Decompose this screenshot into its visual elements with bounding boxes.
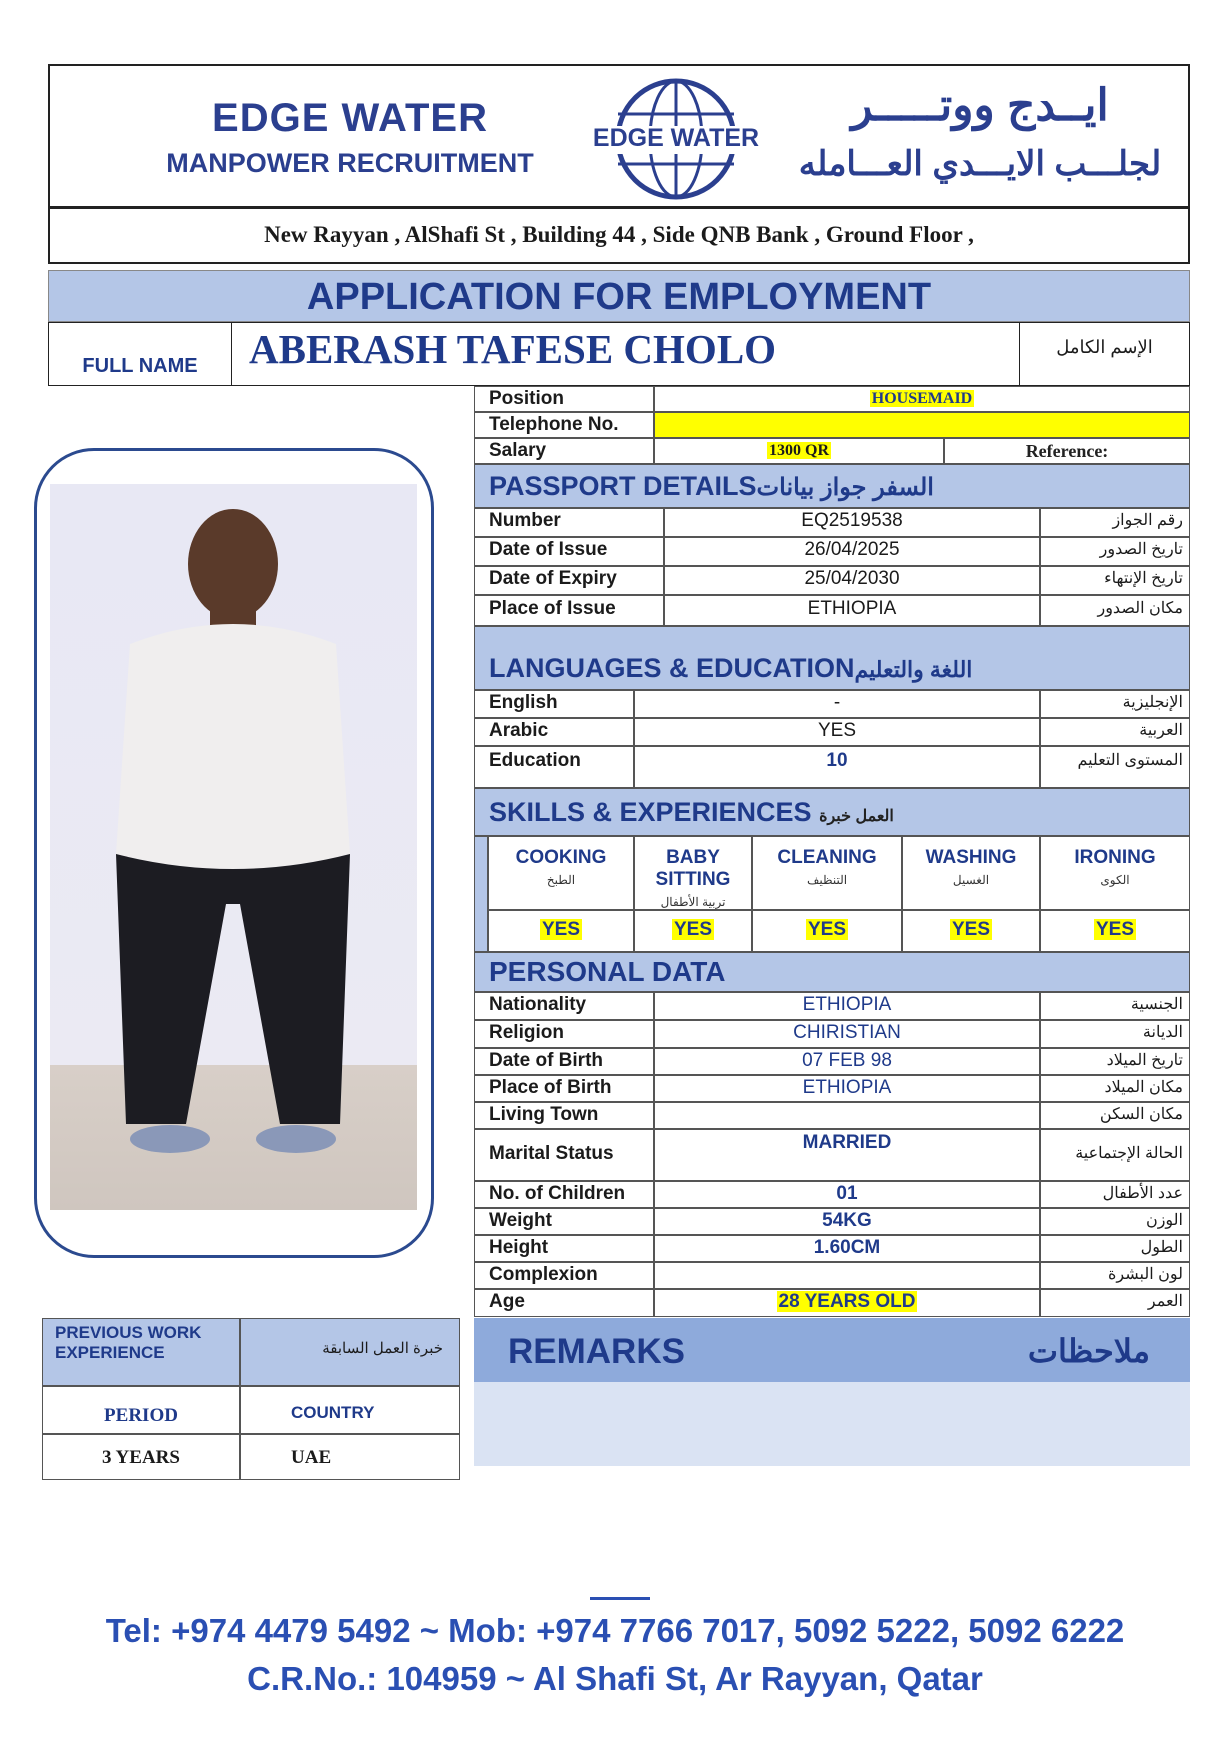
age-highlight: 28 YEARS OLD — [778, 1291, 916, 1312]
company-name-ar: ايــدج ووتـــــر — [851, 81, 1109, 130]
telephone-value — [654, 412, 1190, 438]
passport-heading-ar: السفر جواز بيانات — [756, 474, 934, 501]
personal-row-label-ar: عدد الأطفال — [1040, 1181, 1190, 1208]
personal-row-value: ETHIOPIA — [654, 1075, 1040, 1102]
personal-row-label: Age — [474, 1289, 654, 1317]
personal-row-label-ar: مكان الميلاد — [1040, 1075, 1190, 1102]
skill-value: YES — [673, 919, 713, 940]
footer-contact: Tel: +974 4479 5492 ~ Mob: +974 7766 7017, 5092 5222, 5092 6222 — [105, 1612, 1125, 1649]
language-row-label-ar: الإنجليزية — [1040, 690, 1190, 718]
skill-value-cell — [902, 910, 1040, 952]
footer-address: C.R.No.: 104959 ~ Al Shafi St, Ar Rayyan, Qatar — [247, 1660, 983, 1697]
passport-row-label: Place of Issue — [474, 595, 664, 626]
salary-value — [654, 438, 944, 464]
personal-row-label-ar: الديانة — [1040, 1020, 1190, 1048]
personal-row-value — [654, 1289, 1040, 1317]
period-label: PERIOD — [42, 1386, 240, 1434]
personal-row-label-ar: لون البشرة — [1040, 1262, 1190, 1289]
skill-label-ar: التنظيف — [806, 873, 848, 887]
language-row-label: English — [474, 690, 634, 718]
skill-header-2 — [752, 836, 902, 910]
reference-label: Reference: — [944, 438, 1190, 464]
personal-row-label-ar: الطول — [1040, 1235, 1190, 1262]
remarks-label-ar: ملاحظات — [1027, 1333, 1150, 1369]
language-row-label-ar: العربية — [1040, 718, 1190, 746]
passport-row-value: EQ2519538 — [664, 508, 1040, 537]
personal-row-label-ar: الوزن — [1040, 1208, 1190, 1235]
passport-row-value: 26/04/2025 — [664, 537, 1040, 566]
passport-row-label-ar: مكان الصدور — [1040, 595, 1190, 626]
position-highlight: HOUSEMAID — [871, 390, 973, 407]
skill-value: YES — [951, 919, 991, 940]
full-name-label: FULL NAME — [49, 323, 232, 385]
skill-header-0 — [488, 836, 634, 910]
page-title: APPLICATION FOR EMPLOYMENT — [48, 270, 1190, 322]
skill-value-cell — [1040, 910, 1190, 952]
passport-row-label-ar: تاريخ الصدور — [1040, 537, 1190, 566]
personal-row-label-ar: مكان السكن — [1040, 1102, 1190, 1129]
languages-heading — [474, 626, 1190, 690]
globe-logo — [586, 74, 766, 204]
passport-row-label: Date of Issue — [474, 537, 664, 566]
skill-value: YES — [807, 919, 847, 940]
position-label: Position — [474, 386, 654, 412]
country-label: COUNTRY — [240, 1386, 460, 1434]
skills-side-bar — [474, 836, 488, 952]
personal-row-label: No. of Children — [474, 1181, 654, 1208]
language-row-value: - — [634, 690, 1040, 718]
letterhead — [48, 64, 1190, 208]
full-name-label-ar: الإسم الكامل — [1019, 323, 1189, 385]
personal-row-label: Place of Birth — [474, 1075, 654, 1102]
skill-label: IRONING — [1074, 847, 1156, 868]
personal-row-label: Marital Status — [474, 1129, 654, 1181]
personal-row-label: Nationality — [474, 992, 654, 1020]
telephone-label: Telephone No. — [474, 412, 654, 438]
position-value — [654, 386, 1190, 412]
skill-value: YES — [541, 919, 581, 940]
language-row-value: YES — [634, 718, 1040, 746]
applicant-photo — [50, 484, 417, 1210]
personal-row-label-ar: العمر — [1040, 1289, 1190, 1317]
personal-row-value: CHIRISTIAN — [654, 1020, 1040, 1048]
personal-row-label-ar: تاريخ الميلاد — [1040, 1048, 1190, 1075]
personal-row-value: ETHIOPIA — [654, 992, 1040, 1020]
full-name-value: ABERASH TAFESE CHOLO — [249, 326, 777, 372]
skill-value: YES — [1095, 919, 1135, 940]
languages-heading-ar: اللغة والتعليم — [854, 657, 973, 682]
passport-row-label-ar: تاريخ الإنتهاء — [1040, 566, 1190, 595]
passport-row-label-ar: رقم الجواز — [1040, 508, 1190, 537]
logo-text: EDGE WATER — [592, 124, 760, 152]
personal-row-value: 1.60CM — [654, 1235, 1040, 1262]
language-row-label-ar: المستوى التعليم — [1040, 746, 1190, 788]
personal-row-label: Date of Birth — [474, 1048, 654, 1075]
language-row-label: Education — [474, 746, 634, 788]
personal-row-label: Complexion — [474, 1262, 654, 1289]
passport-heading — [474, 464, 1190, 508]
personal-row-value — [654, 1102, 1040, 1129]
company-subtitle-ar: لجلـــب الايـــدي العـــامله — [798, 145, 1162, 183]
skills-heading-en: SKILLS & EXPERIENCES — [489, 797, 812, 827]
skill-label: WASHING — [925, 847, 1017, 868]
skill-value-cell — [752, 910, 902, 952]
footer-divider — [590, 1597, 650, 1600]
personal-row-label: Living Town — [474, 1102, 654, 1129]
passport-row-value: 25/04/2030 — [664, 566, 1040, 595]
passport-row-label: Number — [474, 508, 664, 537]
language-row-label: Arabic — [474, 718, 634, 746]
personal-row-value — [654, 1262, 1040, 1289]
skill-value-cell — [488, 910, 634, 952]
passport-heading-en: PASSPORT DETAILS — [489, 471, 757, 501]
skill-label-ar: الكوى — [1100, 873, 1130, 887]
languages-heading-en: LANGUAGES & EDUCATION — [489, 653, 855, 683]
remarks-header — [474, 1318, 1190, 1382]
passport-row-label: Date of Expiry — [474, 566, 664, 595]
language-row-value: 10 — [634, 746, 1040, 788]
personal-row-label: Weight — [474, 1208, 654, 1235]
address-line: New Rayyan , AlShafi St , Building 44 , Side QNB Bank , Ground Floor , — [48, 208, 1190, 264]
remarks-body — [474, 1382, 1190, 1466]
work-experience-heading-ar: خبرة العمل السابقة — [240, 1318, 460, 1386]
skill-label: CLEANING — [777, 847, 877, 868]
skill-label: BABY SITTING — [655, 847, 731, 890]
skill-header-1 — [634, 836, 752, 910]
company-name-en: EDGE WATER — [212, 96, 488, 140]
skills-heading — [474, 788, 1190, 836]
salary-label: Salary — [474, 438, 654, 464]
personal-row-value: 07 FEB 98 — [654, 1048, 1040, 1075]
skill-label: COOKING — [515, 847, 607, 868]
personal-row-value: 01 — [654, 1181, 1040, 1208]
personal-row-label-ar: الحالة الإجتماعية — [1040, 1129, 1190, 1181]
skill-label-ar: الطبخ — [546, 873, 576, 887]
personal-row-label: Religion — [474, 1020, 654, 1048]
personal-row-value: MARRIED — [654, 1129, 1040, 1181]
full-name-row — [48, 322, 1190, 386]
skills-heading-ar: العمل خبرة — [819, 808, 894, 825]
skill-value-cell — [634, 910, 752, 952]
skill-header-3 — [902, 836, 1040, 910]
salary-highlight: 1300 QR — [769, 442, 829, 459]
personal-row-label: Height — [474, 1235, 654, 1262]
period-value: 3 YEARS — [42, 1434, 240, 1480]
personal-row-label-ar: الجنسية — [1040, 992, 1190, 1020]
skill-label-ar: تربية الأطفال — [660, 895, 726, 909]
personal-heading: PERSONAL DATA — [474, 952, 1190, 992]
company-subtitle-en: MANPOWER RECRUITMENT — [166, 148, 534, 178]
skill-label-ar: الغسيل — [952, 873, 990, 887]
work-experience-heading: PREVIOUS WORK EXPERIENCE — [42, 1318, 240, 1386]
passport-row-value: ETHIOPIA — [664, 595, 1040, 626]
skill-header-4 — [1040, 836, 1190, 910]
personal-row-value: 54KG — [654, 1208, 1040, 1235]
remarks-label: REMARKS — [508, 1332, 685, 1371]
country-value: UAE — [240, 1434, 460, 1480]
